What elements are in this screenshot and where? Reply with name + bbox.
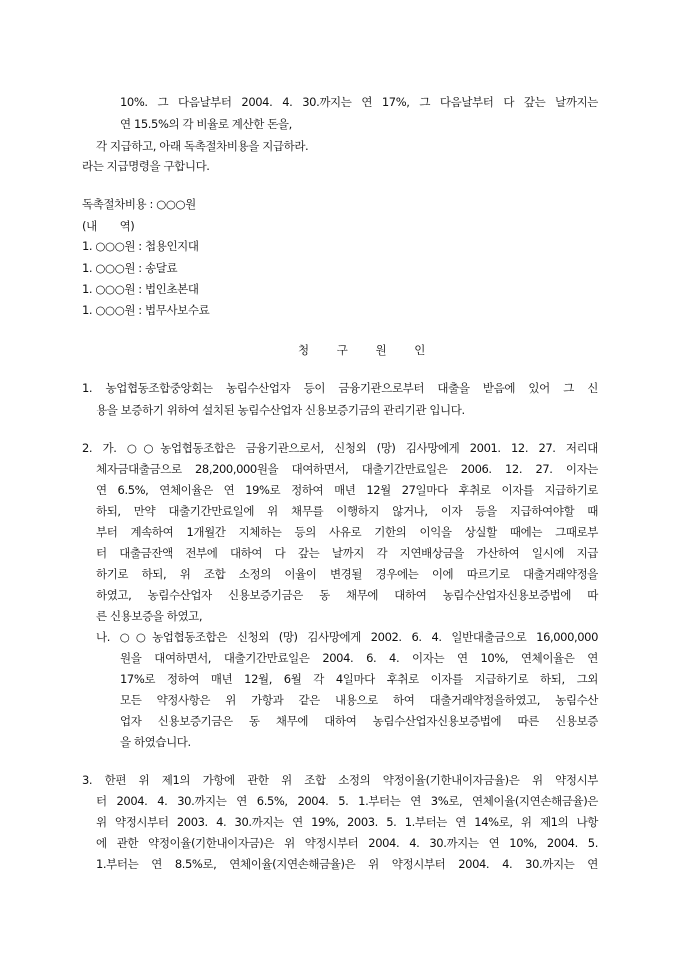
cause-p2a-line: 연 6.5%, 연체이율은 연 19%로 정하여 매년 12월 27일마다 후취로 이자를 지급하기로 bbox=[96, 483, 598, 497]
cause-p2b-line: 모든 약정사항은 위 가항과 같은 내용으로 하여 대출거래약정을하였고, 농림수산 bbox=[120, 693, 598, 707]
cause-p3-line: 터 2004. 4. 30.까지는 연 6.5%, 2004. 5. 1.부터는 연 3%로, 연체이율(지연손해금율)은 bbox=[96, 794, 598, 808]
cause-p3-line: 위 약정시부터 2003. 4. 30.까지는 연 19%, 2003. 5. 1.부터는 연 14%로, 위 제1의 나항 bbox=[96, 815, 598, 829]
cause-p2b-line: 원을 대여하면서, 대출기간만료일은 2004. 6. 4. 이자는 연 10%, 연체이율은 연 bbox=[120, 651, 598, 665]
cost-total: 독촉절차비용 : ○○○원 bbox=[82, 197, 196, 211]
order-line: 라는 지급명령을 구합니다. bbox=[82, 159, 210, 173]
cause-p3-line: 1.부터는 연 8.5%로, 연체이율(지연손해금율)은 위 약정시부터 2004. 4. 30.까지는 연 bbox=[96, 857, 598, 871]
cause-p2a-line: 체자금대출금으로 28,200,000원을 대여하면서, 대출기간만료일은 2006. 12. 27. 이자는 bbox=[96, 462, 598, 476]
cause-p3-line: 에 관한 약정이율(기한내이자금)은 위 약정시부터 2004. 4. 30.까지는 연 10%, 2004. 5. bbox=[96, 836, 598, 850]
cause-p2b-line: 을 하였습니다. bbox=[120, 735, 191, 749]
cause-p2a-line: 하였고, 농림수산업자 신용보증기금은 동 채무에 대하여 농림수산업자신용보증법에 따 bbox=[96, 588, 598, 602]
cause-p2a-line: 2. 가. ○○농업협동조합은 금융기관으로서, 신청외 (망) 김사망에게 2001. 12. 27. 저리대 bbox=[82, 441, 598, 455]
rate-line-1: 10%. 그 다음날부터 2004. 4. 30.까지는 연 17%, 그 다음날부터 다 갚는 날까지는 bbox=[120, 95, 598, 109]
payment-line: 각 지급하고, 아래 독촉절차비용을 지급하라. bbox=[96, 139, 309, 153]
cause-p2a-line: 하기로 하되, 위 조합 소정의 이율이 변경될 경우에는 이에 따르기로 대출거래약정을 bbox=[96, 567, 598, 581]
cost-item: 1. ○○○원 : 송달료 bbox=[82, 261, 178, 275]
cause-p2b-line: 업자 신용보증기금은 동 채무에 대하여 농림수산업자신용보증법에 따른 신용보증 bbox=[120, 714, 598, 728]
cost-item: 1. ○○○원 : 법무사보수료 bbox=[82, 303, 210, 317]
section-title: 청 구 원 인 bbox=[298, 343, 438, 357]
cause-p2a-line: 른 신용보증을 하였고, bbox=[96, 609, 203, 623]
cause-p2a-line: 하되, 만약 대출기간만료일에 위 채무를 이행하지 않거나, 이자 등을 지급하여야할 때 bbox=[96, 504, 598, 518]
cost-item: 1. ○○○원 : 첩용인지대 bbox=[82, 239, 199, 253]
cause-p2a-line: 터 대출금잔액 전부에 대하여 다 갚는 날까지 각 지연배상금을 가산하여 일시에 지급 bbox=[96, 546, 598, 560]
cost-item: 1. ○○○원 : 법인초본대 bbox=[82, 282, 199, 296]
rate-line-2: 연 15.5%의 각 비율로 계산한 돈을, bbox=[120, 117, 292, 131]
cause-p1-line: 1. 농업협동조합중앙회는 농림수산업자 등이 금융기관으로부터 대출을 받음에 있어 그 신 bbox=[82, 381, 598, 395]
cause-p2a-line: 부터 계속하여 1개월간 지체하는 등의 사유로 기한의 이익을 상실할 때에는 그때로부 bbox=[96, 525, 598, 539]
cause-p1-line: 용을 보증하기 위하여 설치된 농림수산업자 신용보증기금의 관리기관 입니다. bbox=[96, 403, 465, 417]
cause-p2b-line: 나. ○○농업협동조합은 신청외 (망) 김사망에게 2002. 6. 4. 일반대출금으로 16,000,000 bbox=[96, 630, 598, 644]
cause-p2b-line: 17%로 정하여 매년 12월, 6월 각 4일마다 후취로 이자를 지급하기로 하되, 그외 bbox=[120, 672, 598, 686]
breakdown-label: (내 역) bbox=[82, 219, 135, 233]
cause-p3-line: 3. 한편 위 제1의 가항에 관한 위 조합 소정의 약정이율(기한내이자금율)은 위 약정시부 bbox=[82, 773, 598, 787]
